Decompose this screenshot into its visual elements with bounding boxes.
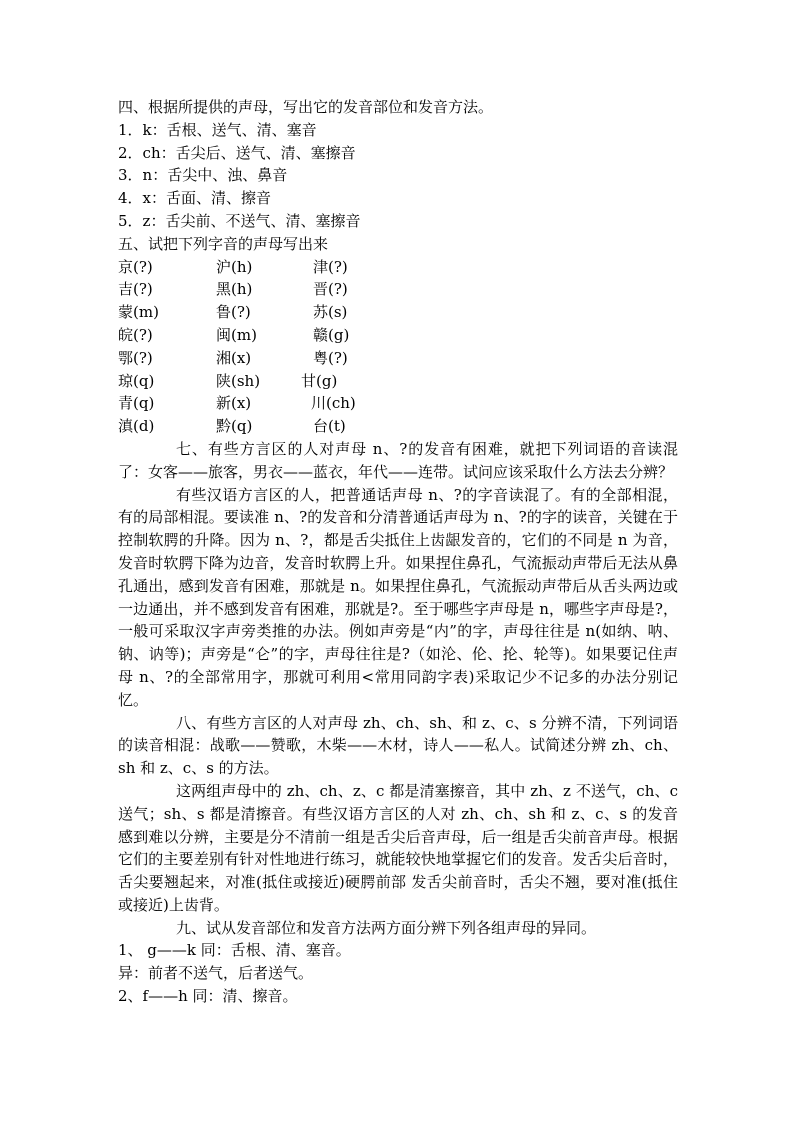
section4-item: 1．k：舌根、送气、清、塞音 — [118, 120, 317, 139]
section9-line: 1、 g——k 同：舌根、清、塞音。 — [118, 941, 351, 960]
initials-row — [118, 370, 678, 393]
initials-cell: 皖(?) — [118, 325, 153, 344]
section4-item: 3．n：舌尖中、浊、鼻音 — [118, 166, 288, 185]
initials-cell: 川(ch) — [311, 394, 356, 413]
section4-title: 四、根据所提供的声母，写出它的发音部位和发音方法。 — [118, 98, 494, 116]
initials-cell: 陕(sh) — [216, 371, 261, 390]
initials-cell: 闽(m) — [216, 325, 257, 344]
initials-cell: 甘(g) — [301, 371, 338, 390]
initials-row — [118, 347, 678, 370]
initials-cell: 黑(h) — [216, 280, 253, 299]
section8-answer: 这两组声母中的 zh、ch、z、c 都是清塞擦音，其中 zh、z 不送气，ch、c 送气；sh、s 都是清擦音。有些汉语方言区的人对 zh、ch、sh 和 z、c、s 的发音感到难以分辨，主要是分不清前一组是舌尖后音声母，后一组是舌尖前音声母。根据它们的主要差别有针对性地进行练习，就能较快地掌握它们的发音。发舌尖后音时，舌尖要翘起来，对准(抵住或接近)硬腭前部 发舌尖前音时，舌尖不翘，要对准(抵住或接近)上齿背。 — [118, 781, 678, 914]
initials-row — [118, 415, 678, 438]
initials-cell: 黔(q) — [216, 417, 253, 436]
initials-cell: 沪(h) — [216, 257, 253, 276]
initials-cell: 滇(d) — [118, 417, 155, 436]
initials-row — [118, 324, 678, 347]
section4-item: 5．z：舌尖前、不送气、清、塞擦音 — [118, 211, 361, 230]
section9-question: 九、试从发音部位和发音方法两方面分辨下列各组声母的异同。 — [176, 918, 597, 937]
initials-cell: 青(q) — [118, 394, 155, 413]
initials-cell: 吉(?) — [118, 280, 153, 299]
initials-cell: 晋(?) — [313, 280, 348, 299]
initials-cell: 粤(?) — [313, 348, 348, 367]
initials-row — [118, 301, 678, 324]
initials-row — [118, 278, 678, 301]
initials-cell: 琼(q) — [118, 371, 155, 390]
initials-cell: 赣(g) — [313, 325, 350, 344]
section7-answer: 有些汉语方言区的人，把普通话声母 n、?的字音读混了。有的全部相混，有的局部相混。要读准 n、?的发音和分清普通话声母为 n、?的字的读音，关键在于控制软腭的升降。因为 n、?，都是舌尖抵住上齿龈发音的，它们的不同是 n 为音，发音时软腭下降为边音，发音时软腭上升。如果捏住鼻孔，气流振动声带后无法从鼻孔通出，感到发音有困难，那就是 n。如果捏住鼻孔，气流振动声带后从舌头两边或一边通出，并不感到发音有困难，那就是?。至于哪些字声母是 n，哪些字声母是?，一般可采取汉字声旁类推的办法。例如声旁是“内”的字，声母往往是 n(如纳、呐、钠、讷等)；声旁是“仑”的字，声母往往是?（如沦、伦、抡、轮等)。如果要记住声母 n、?的全部常用字，那就可利用<常用同韵字表)采取记少不记多的办法分别记忆。 — [118, 485, 678, 709]
section7-question: 七、有些方言区的人对声母 n、?的发音有困难，就把下列词语的音读混了：女客——旅客，男衣——蓝衣，年代——连带。试问应该采取什么方法去分辨？ — [118, 439, 678, 481]
initials-cell: 津(?) — [313, 257, 348, 276]
initials-row — [118, 256, 678, 279]
document-page — [118, 96, 678, 1008]
initials-cell: 鲁(?) — [216, 303, 251, 322]
initials-row — [118, 392, 678, 415]
section4-item: 2．ch：舌尖后、送气、清、塞擦音 — [118, 143, 356, 162]
initials-cell: 湘(x) — [216, 348, 252, 367]
section8-question: 八、有些方言区的人对声母 zh、ch、sh、和 z、c、s 分辨不清，下列词语的读音相混：战歌——赞歌，木柴——木材，诗人——私人。试简述分辨 zh、ch、sh 和 z、c、s 的方法。 — [118, 713, 678, 778]
initials-cell: 蒙(m) — [118, 303, 159, 322]
section9-line: 异：前者不送气，后者送气。 — [118, 964, 314, 983]
initials-cell: 苏(s) — [313, 303, 348, 322]
initials-cell: 京(?) — [118, 257, 153, 276]
initials-cell: 台(t) — [313, 417, 346, 436]
initials-cell: 新(x) — [216, 394, 252, 413]
initials-cell: 鄂(?) — [118, 348, 153, 367]
section4-item: 4．x：舌面、清、擦音 — [118, 189, 272, 208]
section9-line: 2、f——h 同：清、擦音。 — [118, 987, 298, 1006]
section5-title: 五、试把下列字音的声母写出来 — [118, 234, 329, 253]
